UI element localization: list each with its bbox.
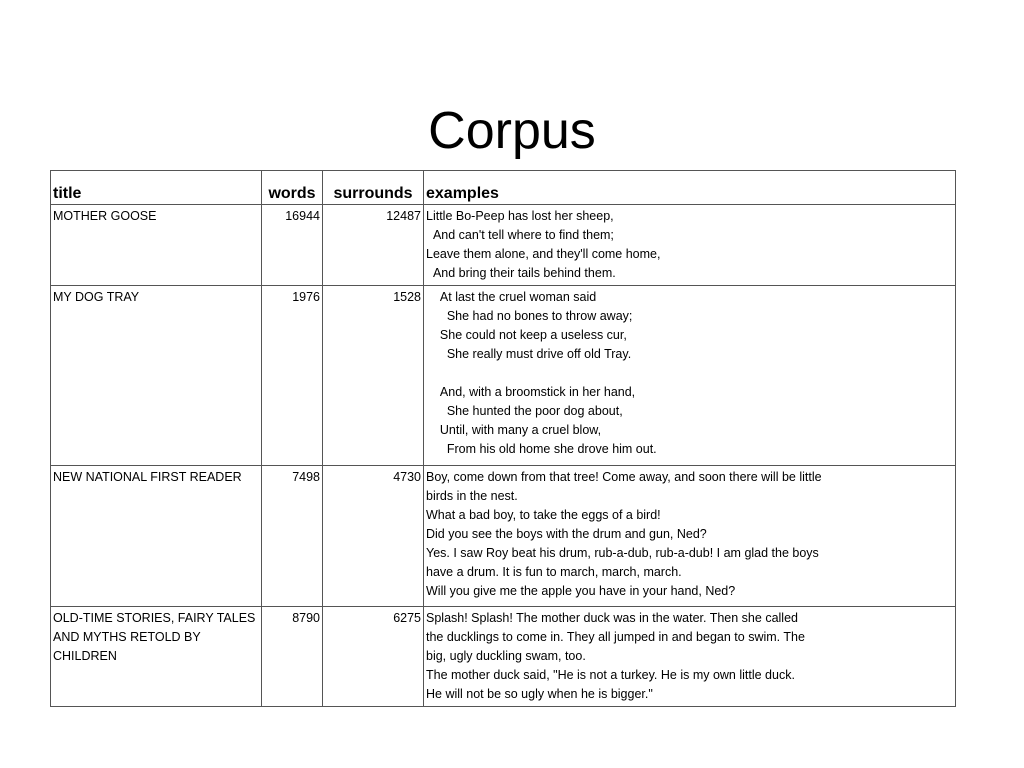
table-row bbox=[51, 466, 956, 607]
row-surrounds: 4730 bbox=[323, 466, 424, 607]
row-surrounds: 6275 bbox=[323, 607, 424, 707]
row-words: 8790 bbox=[262, 607, 323, 707]
row-words: 7498 bbox=[262, 466, 323, 607]
header-title: title bbox=[51, 171, 262, 205]
row-examples: Boy, come down from that tree! Come away, and soon there will be little birds in the nest. What a bad boy, to take the eggs of a bird! Did you see the boys with the drum and gun, Ned? Yes. I saw Roy beat his drum, rub-a-dub, rub-a-dub! I am glad the boys have a drum. It is fun to march, march, march. Will you give me the apple you have in your hand, Ned? bbox=[424, 466, 956, 607]
row-title: OLD-TIME STORIES, FAIRY TALES AND MYTHS RETOLD BY CHILDREN bbox=[51, 607, 262, 707]
row-examples: Little Bo-Peep has lost her sheep, And can't tell where to find them; Leave them alone, and they'll come home, And bring their tails behind them. bbox=[424, 205, 956, 286]
row-surrounds: 1528 bbox=[323, 286, 424, 466]
slide-title: Corpus bbox=[428, 101, 596, 160]
row-words: 16944 bbox=[262, 205, 323, 286]
row-words: 1976 bbox=[262, 286, 323, 466]
row-title: MY DOG TRAY bbox=[51, 286, 262, 466]
table-row bbox=[51, 286, 956, 466]
corpus-table bbox=[50, 170, 956, 707]
header-examples: examples bbox=[424, 171, 956, 205]
table-row bbox=[51, 205, 956, 286]
table-header-row bbox=[51, 171, 956, 205]
table-row bbox=[51, 607, 956, 707]
row-surrounds: 12487 bbox=[323, 205, 424, 286]
header-words: words bbox=[262, 171, 323, 205]
row-title: MOTHER GOOSE bbox=[51, 205, 262, 286]
header-surrounds: surrounds bbox=[323, 171, 424, 205]
row-examples: Splash! Splash! The mother duck was in the water. Then she called the ducklings to come in. They all jumped in and began to swim. The big, ugly duckling swam, too. The mother duck said, "He is not a turkey. He is my own little duck. He will not be so ugly when he is bigger." bbox=[424, 607, 956, 707]
row-title: NEW NATIONAL FIRST READER bbox=[51, 466, 262, 607]
row-examples: At last the cruel woman said She had no bones to throw away; She could not keep a useless cur, She really must drive off old Tray. And, with a broomstick in her hand, She hunted the poor dog about, Until, with many a cruel blow, From his old home she drove him out. bbox=[424, 286, 956, 466]
